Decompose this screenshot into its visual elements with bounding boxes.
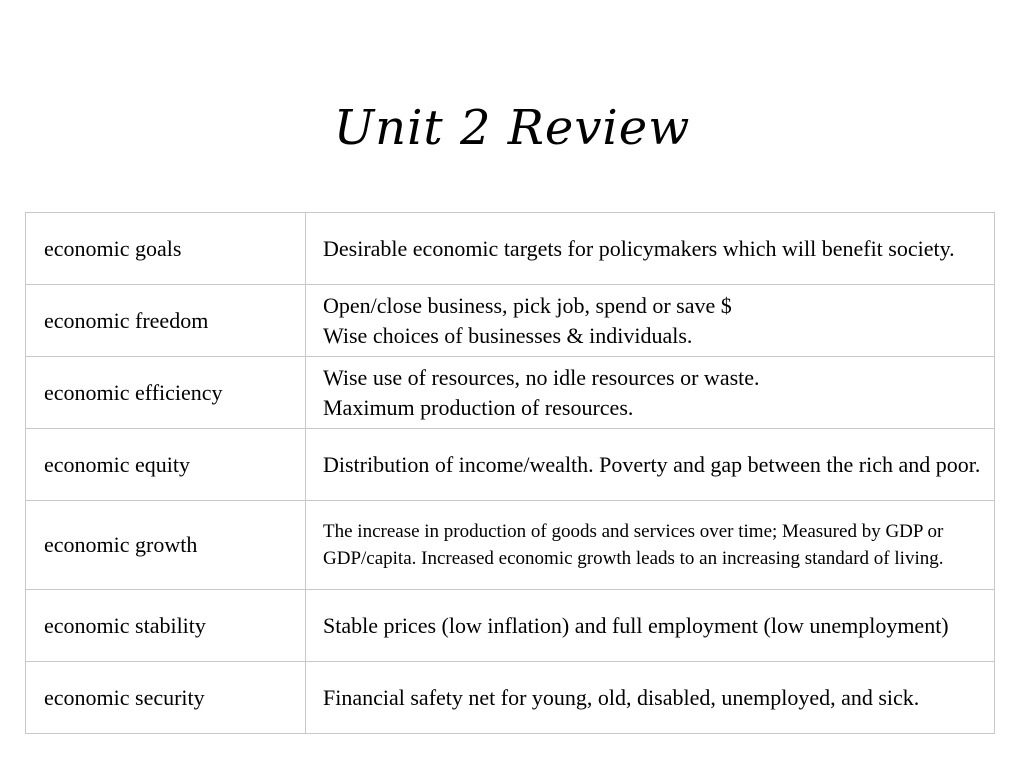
- table-row: [26, 662, 995, 734]
- table-row: [26, 213, 995, 285]
- table-row: [26, 357, 995, 429]
- table-row: [26, 285, 995, 357]
- definition-cell: Open/close business, pick job, spend or save $ Wise choices of businesses & individuals.: [306, 285, 995, 357]
- table-row: [26, 590, 995, 662]
- term-cell: economic security: [26, 662, 306, 734]
- definition-cell: The increase in production of goods and services over time; Measured by GDP or GDP/capita. Increased economic growth leads to an increasing standard of living.: [306, 501, 995, 590]
- term-cell: economic stability: [26, 590, 306, 662]
- definition-cell: Distribution of income/wealth. Poverty and gap between the rich and poor.: [306, 429, 995, 501]
- table-row: [26, 429, 995, 501]
- term-cell: economic growth: [26, 501, 306, 590]
- term-cell: economic goals: [26, 213, 306, 285]
- term-cell: economic freedom: [26, 285, 306, 357]
- review-table: [25, 212, 995, 734]
- definition-cell: Wise use of resources, no idle resources or waste. Maximum production of resources.: [306, 357, 995, 429]
- definition-cell: Stable prices (low inflation) and full employment (low unemployment): [306, 590, 995, 662]
- term-cell: economic equity: [26, 429, 306, 501]
- definition-cell: Desirable economic targets for policymakers which will benefit society.: [306, 213, 995, 285]
- slide-title: Unit 2 Review: [333, 100, 691, 156]
- table-row: [26, 501, 995, 590]
- term-cell: economic efficiency: [26, 357, 306, 429]
- definition-cell: Financial safety net for young, old, disabled, unemployed, and sick.: [306, 662, 995, 734]
